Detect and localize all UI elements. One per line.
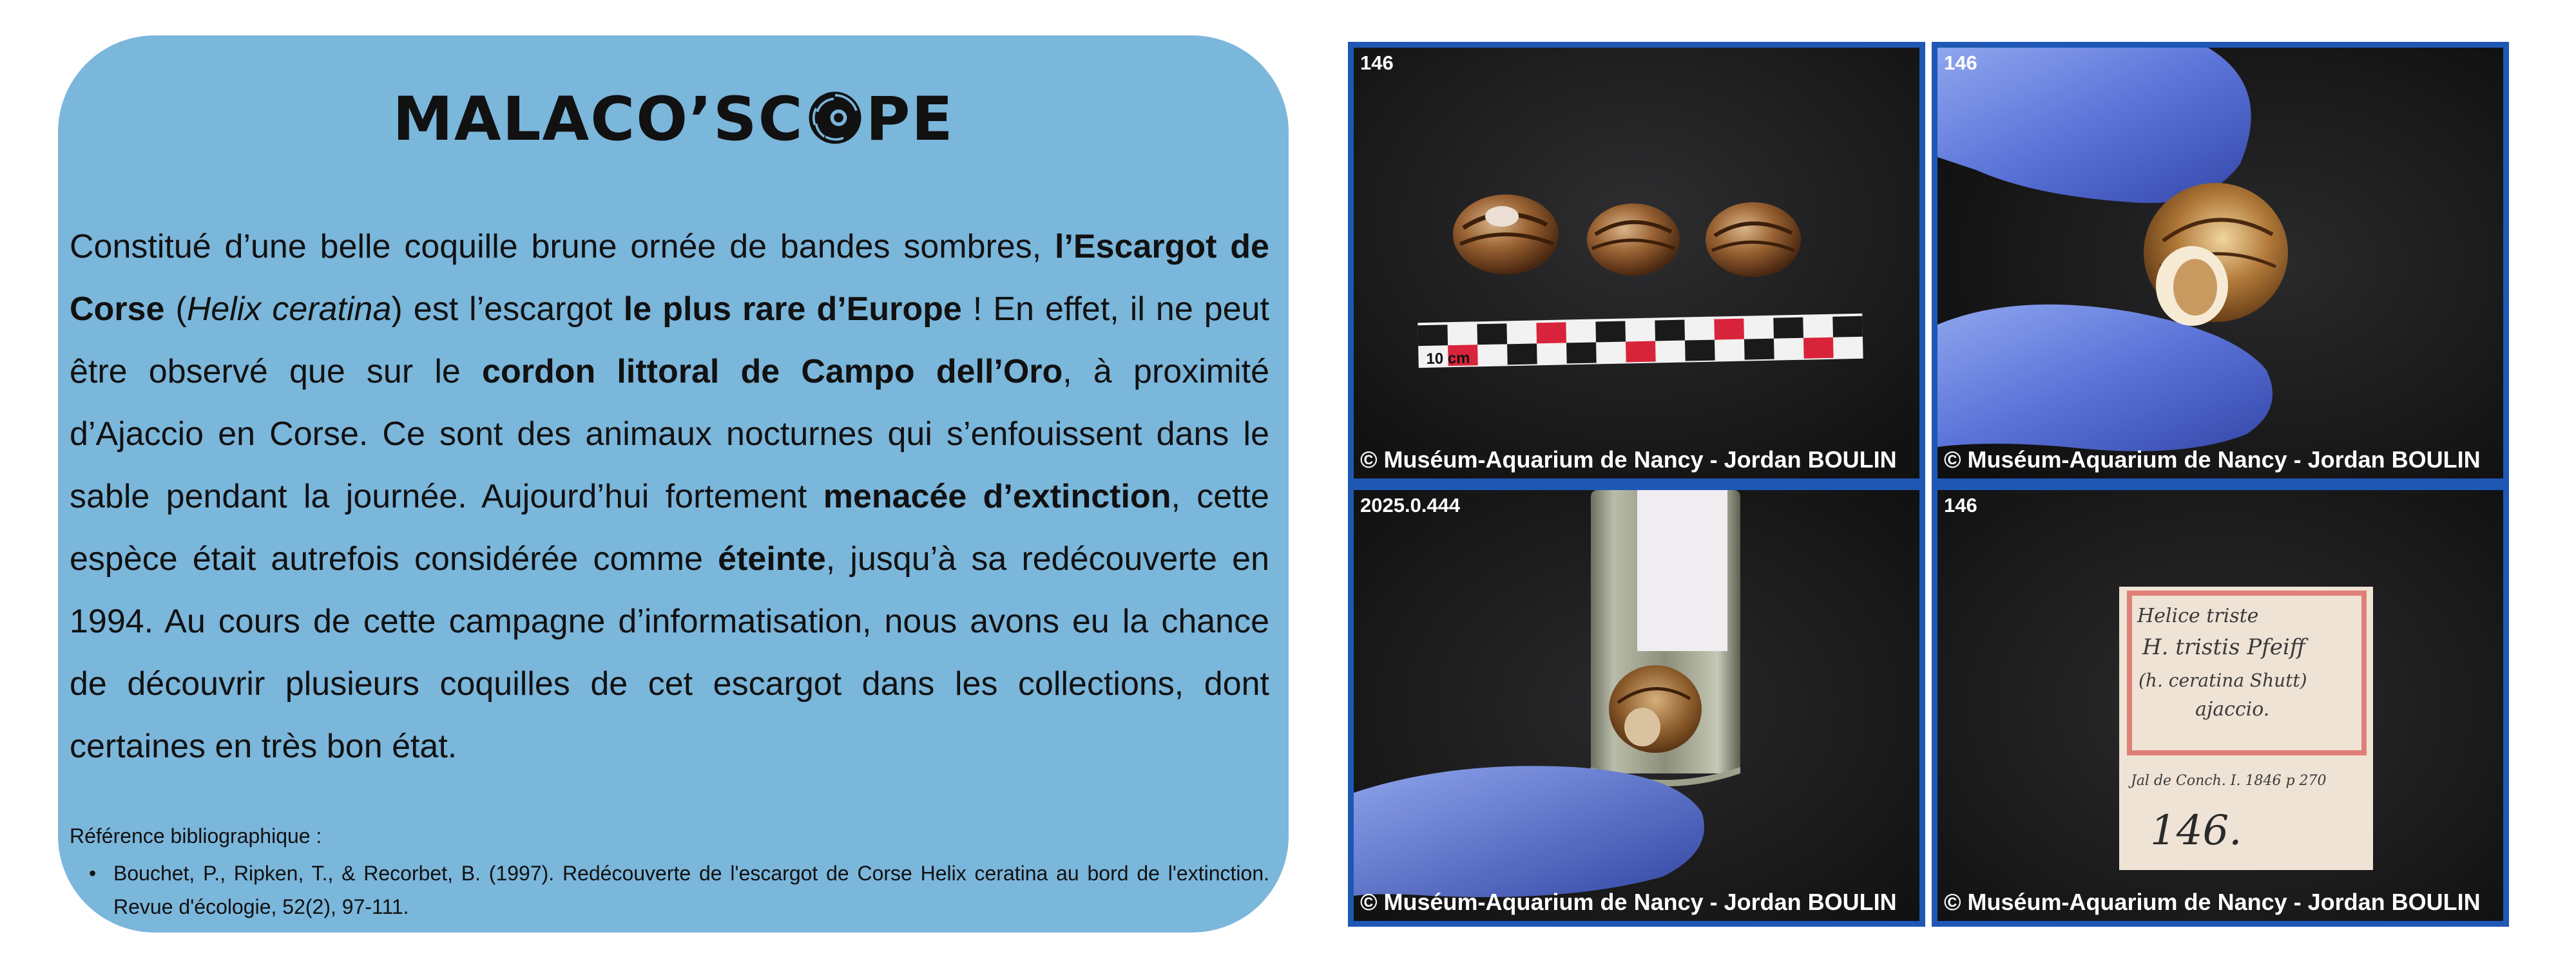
shell-2	[1587, 204, 1680, 276]
photo-credit: © Muséum-Aquarium de Nancy - Jordan BOULIN	[1944, 889, 2481, 915]
photo-id: 146	[1360, 52, 1394, 74]
photo-shells-with-scale	[1348, 42, 1925, 484]
nautilus-shell-icon	[805, 87, 865, 146]
logo-text-start: MALACO’SC	[392, 84, 804, 155]
paragraph-run: ) est l’escargot	[391, 290, 624, 328]
scale-label: 10 cm	[1426, 349, 1470, 368]
paragraph-run: menacée d’extinction	[823, 478, 1171, 515]
paragraph-run: (	[164, 290, 187, 328]
label-line-2: H. tristis Pfeiff	[2142, 634, 2305, 660]
shell-3	[1706, 202, 1801, 277]
references-heading: Référence bibliographique :	[70, 824, 322, 848]
scale-cell	[1536, 322, 1566, 343]
paragraph-run: éteinte	[718, 540, 826, 578]
photo-credit: © Muséum-Aquarium de Nancy - Jordan BOULIN	[1360, 889, 1897, 915]
tube-illustration	[1354, 490, 1919, 921]
label-line-4: ajaccio.	[2195, 698, 2270, 721]
scale-cell	[1566, 342, 1597, 363]
scale-cell	[1832, 316, 1863, 337]
description-paragraph	[70, 216, 1269, 778]
label-line-5: Jal de Conch. I. 1846 p 270	[2131, 773, 2327, 789]
paragraph-run: l’Escargot de Corse	[70, 228, 1269, 328]
references-list	[70, 857, 1269, 923]
gloved-hand-illustration	[1937, 48, 2503, 478]
scale-cell	[1803, 337, 1834, 359]
photo-shell-in-gloves	[1932, 42, 2509, 484]
shell-1	[1453, 194, 1559, 274]
label-line-1: Helice triste	[2137, 605, 2259, 627]
label-line-6: 146.	[2150, 807, 2242, 855]
scale-cell	[1744, 339, 1774, 360]
info-card	[58, 35, 1289, 933]
scale-cell	[1714, 319, 1744, 340]
photo-id: 2025.0.444	[1360, 494, 1461, 516]
paper-label	[2119, 587, 2373, 870]
scale-cell	[1507, 343, 1537, 365]
scale-cell	[1418, 325, 1448, 346]
paragraph-run: Helix ceratina	[186, 290, 392, 328]
photo-credit: © Muséum-Aquarium de Nancy - Jordan BOULIN	[1360, 446, 1897, 473]
photo-id: 146	[1944, 494, 1977, 516]
reference-text: Bouchet, P., Ripken, T., & Recorbet, B. (1997). Redécouverte de l'escargot de Corse Helix ceratina au bord de l'extinction. Revue d'écologie, 52(2), 97-111.	[113, 862, 1269, 918]
scale-cell	[1685, 340, 1715, 361]
photo-credit: © Muséum-Aquarium de Nancy - Jordan BOULIN	[1944, 446, 2481, 473]
tube-shell	[1609, 665, 1702, 753]
paragraph-run: ! En effet, il ne peut être observé que sur le	[70, 290, 1270, 390]
photo-id: 146	[1944, 52, 1977, 74]
scale-cell	[1477, 323, 1507, 345]
bullet: •	[89, 862, 97, 885]
photo-specimen-label	[1932, 484, 2509, 927]
scale-cell	[1773, 317, 1803, 339]
paragraph-run: Constitué d’une belle coquille brune ornée de bandes sombres,	[70, 228, 1055, 265]
paragraph-run: cordon littoral de Campo dell’Oro	[482, 353, 1063, 390]
scale-cell	[1626, 341, 1656, 363]
malacoscope-logo	[58, 84, 1289, 156]
photo-shell-in-tube	[1348, 484, 1925, 927]
paragraph-run: , jusqu’à sa redécouverte en 1994. Au cours de cette campagne d’informatisation, nous avons eu la chance de découvrir plusieurs coquilles de cet escargot dans les collections, dont certaines en très bon état.	[70, 540, 1269, 765]
scale-cell	[1595, 321, 1626, 342]
scale-cell	[1655, 320, 1685, 341]
logo-text-end: PE	[865, 84, 954, 155]
paragraph-run: le plus rare d’Europe	[623, 290, 962, 328]
shells-illustration	[1354, 48, 1919, 478]
label-line-3: (h. ceratina Shutt)	[2139, 670, 2307, 691]
scale-bar	[1418, 314, 1863, 368]
paragraph-run: , à proximité d’Ajaccio en Corse. Ce sont des animaux nocturnes qui s’enfouissent dans le sable pendant la journée. Aujourd’hui fortement	[70, 353, 1269, 515]
label-illustration	[1937, 490, 2503, 921]
paragraph-run: , cette espèce était autrefois considérée comme	[70, 478, 1269, 578]
reference-item	[70, 857, 1269, 923]
